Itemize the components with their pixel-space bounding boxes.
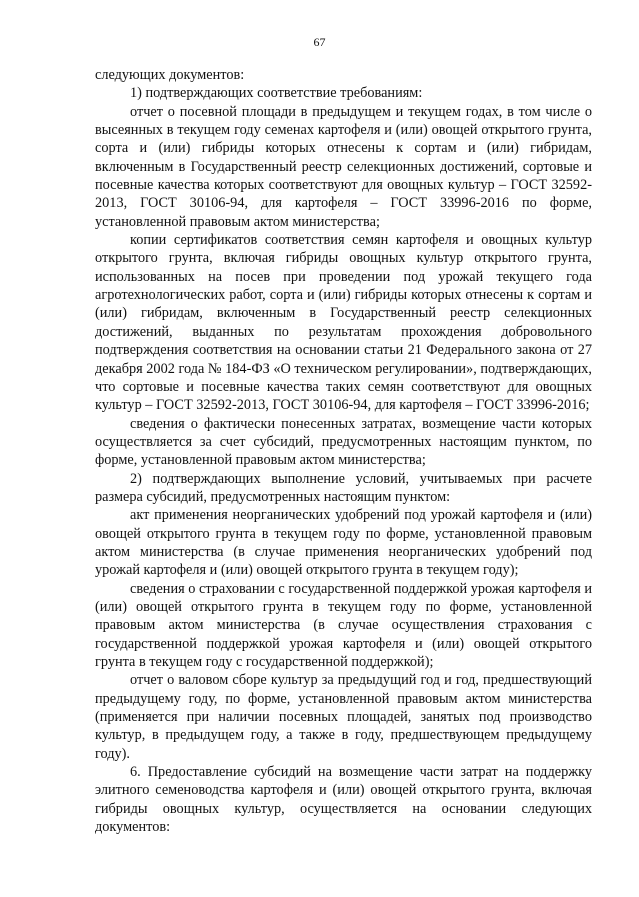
paragraph: отчет о валовом сборе культур за предыдущий год и год, предшествующий предыдущему году, по форме, установленной правовым актом министерства (применяется при наличии посевных площадей, занятых под производство культур, в предыдущем году, а также в году, предшествующем предыдущему году). [95,672,592,762]
paragraph: 1) подтверждающих соответствие требованиям: [130,85,423,102]
paragraph: сведения о страховании с государственной поддержкой урожая картофеля и (или) овощей открытого грунта в текущем году по форме, установленной правовым актом министерства (в случае осуществления страхования с государственной поддержкой урожая картофеля и (или) овощей открытого грунта в текущем году с государственной поддержкой); [95,580,592,670]
paragraph: отчет о посевной площади в предыдущем и текущем годах, в том числе о высеянных в текущем году семенах картофеля и (или) овощей открытого грунта, сорта и (или) гибриды которых отнесены к сортам и (или) гибридам, включенным в Государственный реестр селекционных достижений, сортовые и посевные качества которых соответствуют для овощных культур – ГОСТ 32592-2013, ГОСТ 30106-94, для картофеля – ГОСТ 33996-2016 по форме, установленной правовым актом министерства; [95,103,592,230]
paragraph: копии сертификатов соответствия семян картофеля и овощных культур открытого грунта, включая гибриды овощных культур открытого грунта, использованных на посев при проведении под урожай текущего года агротехнологических работ, сорта и (или) гибриды которых отнесены к сортам и (или) гибридам, включенным в Государственный реестр селекционных достижений, выданных по результатам прохождения добровольного подтверждения соответствия на основании статьи 21 Федерального закона от 27 декабря 2002 года № 184-ФЗ «О техническом регулировании», подтверждающих, что сортовые и посевные качества таких семян соответствуют для овощных культур – ГОСТ 32592-2013, ГОСТ 30106-94, для картофеля – ГОСТ 33996-2016; [95,232,592,414]
paragraph: сведения о фактически понесенных затратах, возмещение части которых осуществляется за счет субсидий, предусмотренных настоящим пунктом, по форме, установленной правовым актом министерства; [95,415,592,469]
paragraph: следующих документов: [95,67,245,83]
paragraph: 6. Предоставление субсидий на возмещение части затрат на поддержку элитного семеноводства картофеля и (или) овощей открытого грунта, включая гибриды овощных культур, осуществляется на основании следующих документов: [95,764,592,836]
paragraph: 2) подтверждающих выполнение условий, учитываемых при расчете размера субсидий, предусмотренных настоящим пунктом: [95,470,592,505]
page-number: 67 [313,35,326,49]
document-body [95,66,592,836]
paragraph: акт применения неорганических удобрений под урожай картофеля и (или) овощей открытого грунта в текущем году по форме, установленной правовым актом министерства (в случае применения неорганических удобрений под урожай картофеля и (или) овощей открытого грунта в текущем году); [95,507,592,579]
